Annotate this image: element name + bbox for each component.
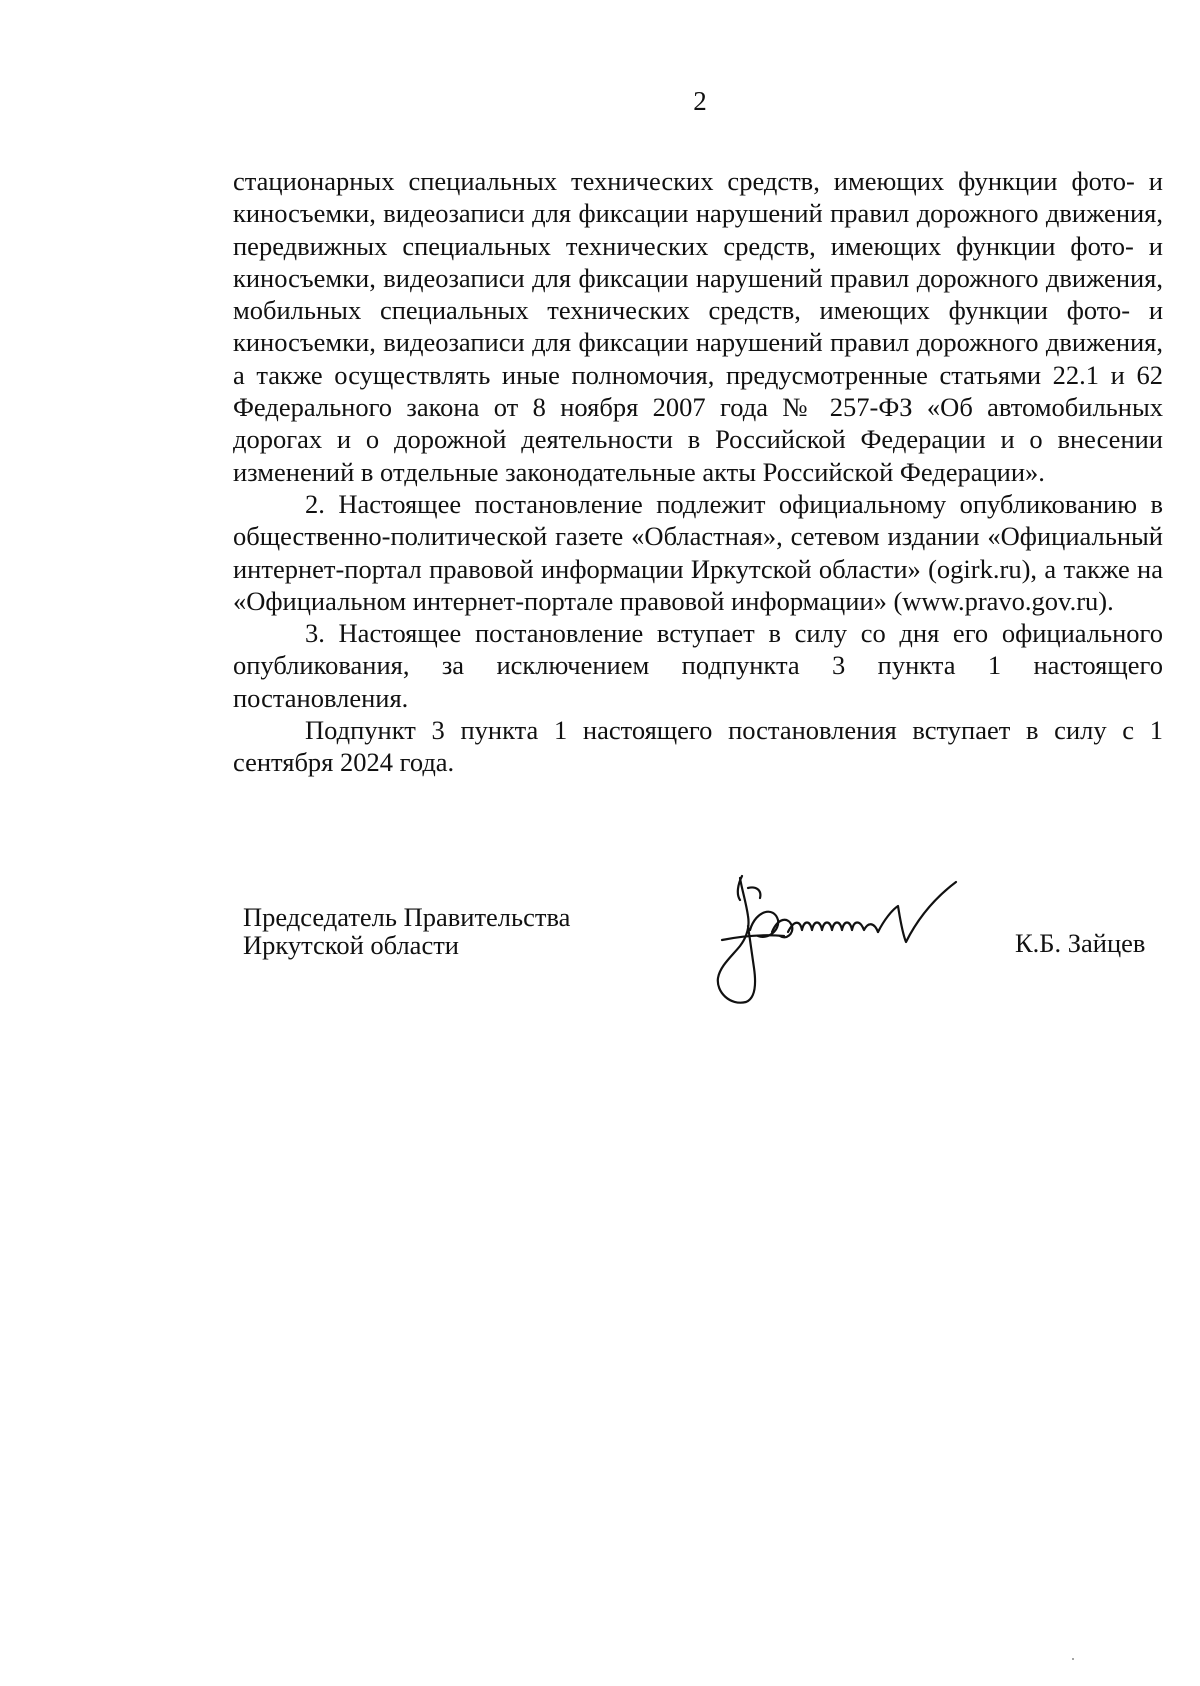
paragraph-effective-date: 3. Настоящее постановление вступает в силу со дня его официального опубликования, за исключением подпункта 3 пункта 1 настоящего постановления.: [233, 618, 1163, 713]
signatory-name: К.Б. Зайцев: [1015, 928, 1146, 958]
scan-artifact: [1072, 1658, 1074, 1660]
page-number: 2: [693, 86, 707, 116]
handwritten-signature-icon: [712, 870, 972, 1015]
signatory-title-line-2: Иркутской области: [243, 930, 459, 960]
signatory-title: [243, 903, 570, 959]
paragraph-publication: 2. Настоящее постановление подлежит официальному опубликованию в общественно-политической газете «Областная», сетевом издании «Официальный интернет-портал правовой информации Иркутской области» (ogirk.ru), а также на «Официальном интернет-портале правовой информации» (www.pravo.gov.ru).: [233, 488, 1163, 616]
paragraph-continuation: стационарных специальных технических средств, имеющих функции фото- и киносъемки, видеозаписи для фиксации нарушений правил дорожного движения, передвижных специальных технических средств, имеющих функции фото- и киносъемки, видеозаписи для фиксации нарушений правил дорожного движения, мобильных специальных технических средств, имеющих функции фото- и киносъемки, видеозаписи для фиксации нарушений правил дорожного движения, а также осуществлять иные полномочия, предусмотренные статьями 22.1 и 62 Федерального закона от 8 ноября 2007 года № 257-ФЗ «Об автомобильных дорогах и о дорожной деятельности в Российской Федерации и о внесении изменений в отдельные законодательные акты Российской Федерации».: [233, 166, 1163, 487]
document-body: [233, 165, 1163, 779]
signatory-title-line-1: Председатель Правительства: [243, 902, 571, 932]
paragraph-subpoint-effective: Подпункт 3 пункта 1 настоящего постановления вступает в силу с 1 сентября 2024 года.: [233, 715, 1163, 778]
